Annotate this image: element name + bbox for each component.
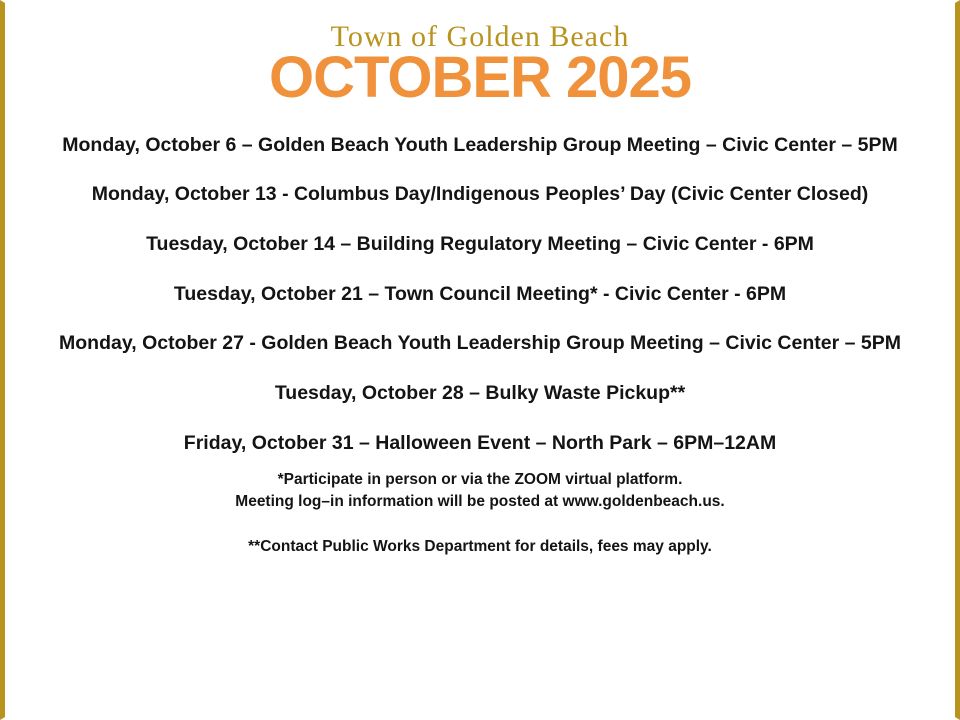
town-name: Town of Golden Beach — [330, 20, 630, 53]
list-item: Monday, October 6 – Golden Beach Youth Leadership Group Meeting – Civic Center – 5PM — [62, 133, 898, 156]
month-year-title: OCTOBER 2025 — [268, 44, 692, 110]
footnote-bulky-waste — [5, 536, 955, 558]
list-item: Friday, October 31 – Halloween Event – North Park – 6PM–12AM — [183, 431, 777, 454]
footnote-bulky-waste-line-1: **Contact Public Works Department for details, fees may apply. — [248, 537, 712, 555]
footnotes — [5, 469, 955, 558]
list-item: Tuesday, October 28 – Bulky Waste Pickup** — [274, 382, 686, 405]
list-item: Monday, October 27 - Golden Beach Youth Leadership Group Meeting – Civic Center – 5PM — [59, 332, 901, 355]
footnote-zoom-line-1: *Participate in person or via the ZOOM virtual platform. — [277, 470, 683, 488]
footnote-zoom-line-2: Meeting log–in information will be posted at www.goldenbeach.us. — [235, 493, 725, 511]
list-item: Monday, October 13 - Columbus Day/Indigenous Peoples’ Day (Civic Center Closed) — [91, 183, 869, 206]
list-item: Tuesday, October 21 – Town Council Meeting* - Civic Center - 6PM — [173, 282, 787, 305]
flyer-header — [5, 20, 955, 110]
list-item: Tuesday, October 14 – Building Regulatory Meeting – Civic Center - 6PM — [146, 232, 814, 255]
event-list — [5, 133, 955, 457]
footnote-zoom — [5, 469, 955, 514]
